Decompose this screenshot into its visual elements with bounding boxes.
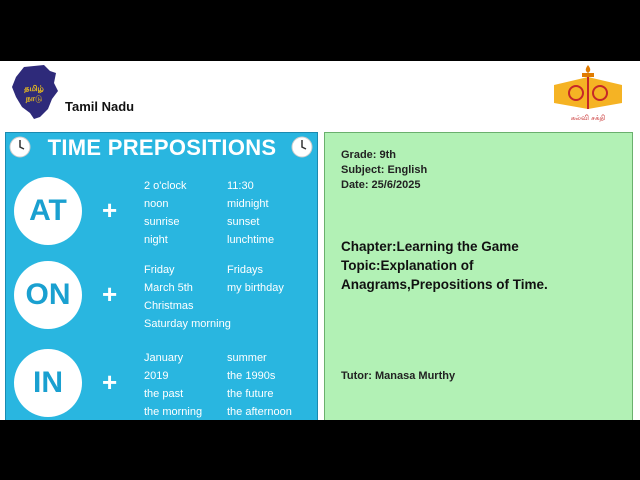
in-example: summer bbox=[227, 352, 267, 364]
plus-sign: + bbox=[102, 367, 118, 397]
topic-label: Topic:Explanation of Anagrams,Prepositions of Time. bbox=[341, 258, 548, 292]
in-example: January bbox=[144, 352, 184, 364]
on-example: Fridays bbox=[227, 264, 264, 276]
at-example: lunchtime bbox=[227, 234, 275, 246]
date-label: Date: 25/6/2025 bbox=[341, 179, 421, 191]
preposition-on-bubble: ON bbox=[14, 261, 82, 329]
on-example: my birthday bbox=[227, 282, 284, 294]
in-example: the afternoon bbox=[227, 406, 292, 418]
at-example: noon bbox=[144, 198, 169, 210]
at-example: sunrise bbox=[144, 216, 180, 228]
at-example: night bbox=[144, 234, 168, 246]
on-example: Christmas bbox=[144, 300, 194, 312]
chapter-topic-block bbox=[341, 237, 621, 294]
at-example: 2 o'clock bbox=[144, 180, 187, 192]
ks-logo-text: கல்வி சக்தி bbox=[570, 114, 606, 122]
plus-sign: + bbox=[102, 279, 118, 309]
plus-sign: + bbox=[102, 195, 118, 225]
clock-icon bbox=[9, 136, 31, 158]
in-example: 2019 bbox=[144, 370, 169, 382]
time-prepositions-infographic bbox=[5, 132, 318, 420]
subject-label: Subject: English bbox=[341, 164, 428, 176]
tn-logo-text-top: தமிழ் bbox=[24, 84, 44, 93]
tamil-nadu-map-logo bbox=[10, 63, 62, 121]
at-example: sunset bbox=[227, 216, 260, 228]
clock-icon bbox=[291, 136, 313, 158]
in-example: the 1990s bbox=[227, 370, 276, 382]
video-frame bbox=[0, 61, 640, 420]
lesson-info-panel bbox=[324, 132, 633, 420]
chapter-label: Chapter:Learning the Game bbox=[341, 239, 519, 254]
tutor-label: Tutor: Manasa Murthy bbox=[341, 370, 456, 382]
at-example: 11:30 bbox=[227, 180, 254, 192]
kalvi-sakthi-logo bbox=[552, 63, 624, 123]
grade-label: Grade: 9th bbox=[341, 149, 397, 161]
on-example: Saturday morning bbox=[144, 318, 231, 330]
in-example: the future bbox=[227, 388, 274, 400]
in-example: the past bbox=[144, 388, 184, 400]
on-example: March 5th bbox=[144, 282, 193, 294]
in-example: the morning bbox=[144, 406, 203, 418]
preposition-at-bubble: AT bbox=[14, 177, 82, 245]
infographic-title: TIME PREPOSITIONS bbox=[47, 135, 277, 160]
on-example: Friday bbox=[144, 264, 175, 276]
tn-logo-text-bottom: நாடு bbox=[25, 94, 43, 103]
state-title: Tamil Nadu bbox=[65, 99, 135, 114]
preposition-in-bubble: IN bbox=[14, 349, 82, 417]
at-example: midnight bbox=[227, 198, 269, 210]
